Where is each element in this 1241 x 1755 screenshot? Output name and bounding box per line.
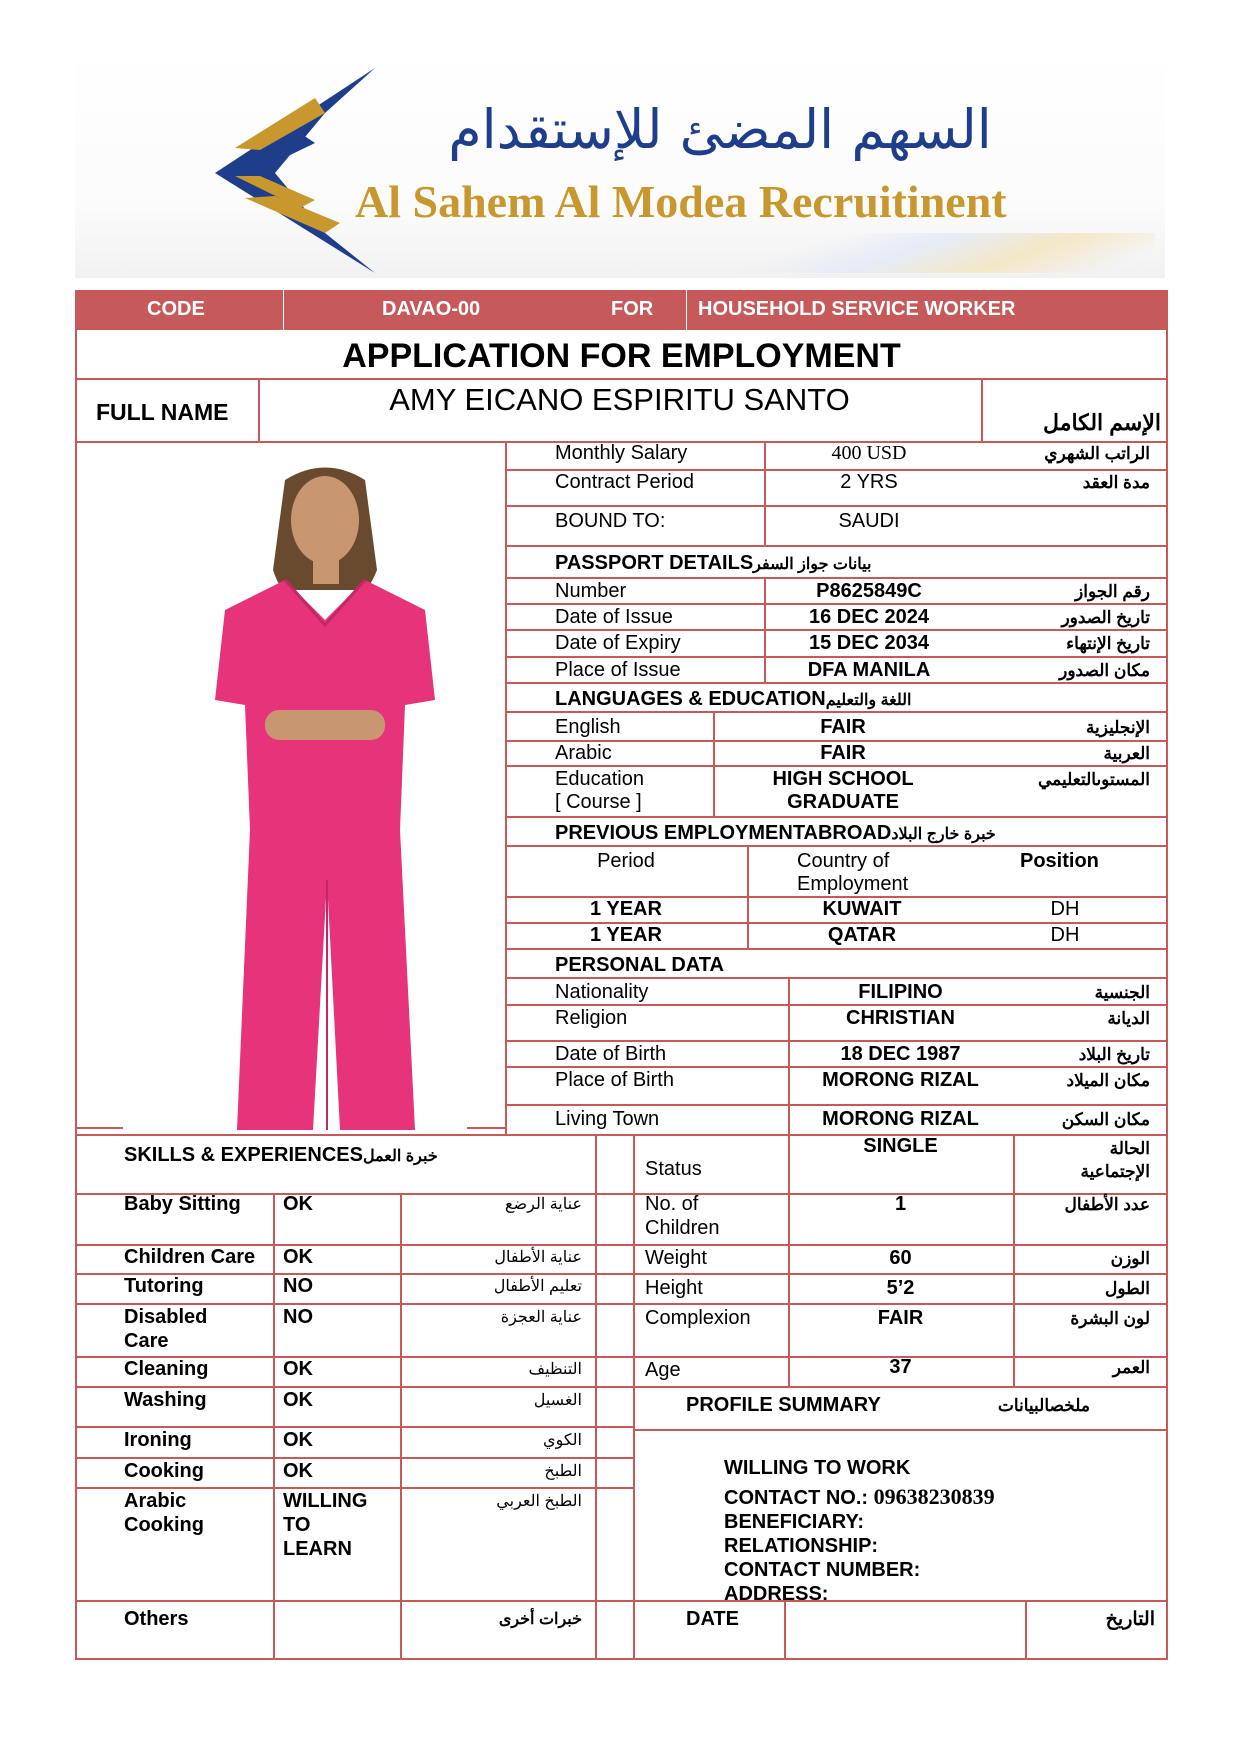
salary-value: 400 USD [831, 442, 907, 464]
code-label: CODE [147, 298, 205, 320]
employment-position: DH [1050, 898, 1080, 920]
skill-value: OK [283, 1389, 313, 1411]
english-label: English [555, 716, 621, 738]
education-value: HIGH SCHOOL [772, 768, 914, 790]
salary-label-ar: الراتب الشهري [1044, 444, 1150, 463]
religion-value: CHRISTIAN [846, 1007, 955, 1029]
country-header-2: Employment [797, 873, 909, 895]
profile-heading-ar: ملخصالبيانات [997, 1396, 1090, 1415]
page-title: APPLICATION FOR EMPLOYMENT [342, 337, 901, 375]
skill-name: Ironing [124, 1429, 192, 1451]
date-label-ar: التاريخ [1105, 1609, 1155, 1630]
skill-label-ar: عناية الأطفال [494, 1249, 582, 1266]
skill-label-ar: الطبخ العربي [496, 1493, 582, 1510]
skill-label-ar: تعليم الأطفال [493, 1278, 582, 1295]
employment-heading: PREVIOUS EMPLOYMENTABROADخبرة خارج البلاد [555, 822, 996, 844]
children-label-ar: عدد الأطفال [1064, 1195, 1150, 1214]
contract-value: 2 YRS [840, 471, 898, 493]
skill-value: OK [283, 1429, 313, 1451]
children-label-2: Children [645, 1217, 720, 1239]
english-value: FAIR [820, 716, 866, 738]
skill-name: Washing [124, 1389, 207, 1411]
logo-banner [75, 48, 1165, 278]
skill-name-2: Care [124, 1330, 169, 1352]
dob-label: Date of Birth [555, 1043, 667, 1065]
relationship-label: RELATIONSHIP: [724, 1535, 879, 1557]
pob-value: MORONG RIZAL [822, 1069, 979, 1091]
status-label-ar: الحالة [1109, 1139, 1150, 1158]
nationality-label: Nationality [555, 981, 649, 1003]
full-name-value: AMY EICANO ESPIRITU SANTO [389, 382, 850, 417]
passport-number-label: Number [555, 580, 627, 602]
issue-place-value: DFA MANILA [807, 659, 931, 681]
employment-country: KUWAIT [822, 898, 902, 920]
education-value-2: GRADUATE [787, 791, 899, 813]
skill-name: Cleaning [124, 1358, 209, 1380]
height-label-ar: الطول [1105, 1279, 1150, 1298]
profile-heading: PROFILE SUMMARY [686, 1394, 881, 1416]
code-value: DAVAO-00 [382, 298, 481, 320]
skill-label-ar: الكوي [543, 1432, 582, 1449]
skill-value: NO [283, 1275, 313, 1297]
skill-value: OK [283, 1358, 313, 1380]
passport-number-label-ar: رقم الجواز [1075, 582, 1150, 601]
education-label: Education [555, 768, 644, 790]
beneficiary-label: BENEFICIARY: [724, 1511, 864, 1533]
arabic-value: FAIR [820, 742, 866, 764]
contract-label: Contract Period [555, 471, 694, 493]
bound-value: SAUDI [838, 510, 900, 532]
arabic-label: Arabic [555, 742, 612, 764]
skill-name: Children Care [124, 1246, 256, 1268]
passport-heading: PASSPORT DETAILSبيانات جواز السفر [555, 552, 872, 574]
weight-label-ar: الوزن [1110, 1249, 1150, 1268]
pob-label-ar: مكان الميلاد [1066, 1071, 1150, 1090]
children-value: 1 [894, 1193, 907, 1215]
skill-name: Baby Sitting [124, 1193, 241, 1215]
religion-label: Religion [555, 1007, 628, 1029]
bound-label: BOUND TO: [555, 510, 666, 532]
living-town-value: MORONG RIZAL [822, 1108, 979, 1130]
passport-number-value: P8625849C [816, 580, 922, 602]
dob-value: 18 DEC 1987 [840, 1043, 961, 1065]
full-name-label: FULL NAME [96, 399, 229, 425]
english-label-ar: الإنجليزية [1085, 718, 1150, 737]
contract-label-ar: مدة العقد [1082, 473, 1150, 492]
skill-label-ar: خبرات أخرى [498, 1611, 582, 1628]
age-value: 37 [889, 1356, 912, 1378]
status-label: Status [645, 1158, 702, 1180]
employment-period: 1 YEAR [590, 898, 662, 920]
period-header: Period [597, 850, 655, 872]
skill-name: Arabic [124, 1490, 187, 1512]
salary-label: Monthly Salary [555, 442, 688, 464]
skill-name: Tutoring [124, 1275, 204, 1297]
living-town-label: Living Town [555, 1108, 660, 1130]
weight-value: 60 [889, 1247, 912, 1269]
position-header: Position [1020, 850, 1099, 872]
address-label: ADDRESS: [724, 1583, 829, 1605]
issue-date-label: Date of Issue [555, 606, 673, 628]
expiry-date-value: 15 DEC 2034 [808, 632, 930, 654]
date-label: DATE [686, 1608, 739, 1630]
for-label: FOR [611, 298, 654, 320]
skill-value: WILLING [283, 1490, 368, 1512]
skill-value-2: TO [283, 1514, 311, 1536]
skill-value: OK [283, 1193, 313, 1215]
skill-label-ar: التنظيف [528, 1361, 582, 1378]
nationality-label-ar: الجنسية [1094, 983, 1150, 1002]
height-label: Height [645, 1277, 703, 1299]
living-town-label-ar: مكان السكن [1061, 1110, 1150, 1129]
skill-name: Disabled [124, 1306, 208, 1328]
skill-name: Others [124, 1608, 189, 1630]
issue-date-label-ar: تاريخ الصدور [1061, 608, 1150, 627]
skill-value: OK [283, 1460, 313, 1482]
issue-place-label-ar: مكان الصدور [1059, 661, 1150, 680]
skill-value: NO [283, 1306, 313, 1328]
pob-label: Place of Birth [555, 1069, 674, 1091]
complexion-label: Complexion [645, 1307, 751, 1329]
arrow-logo-icon [125, 58, 385, 288]
skill-label-ar: الغسيل [533, 1392, 582, 1409]
skill-label-ar: عناية العجزة [500, 1309, 582, 1326]
logo-arabic-text: السهم المضئ للإستقدام [448, 98, 992, 161]
logo-english-text: Al Sahem Al Modea Recruitinent [355, 176, 1007, 227]
dob-label-ar: تاريخ البلاد [1078, 1045, 1150, 1064]
employment-country: QATAR [827, 924, 897, 946]
age-label: Age [645, 1359, 681, 1381]
skill-name: Cooking [124, 1460, 204, 1482]
issue-date-value: 16 DEC 2024 [808, 606, 930, 628]
employment-position: DH [1050, 924, 1080, 946]
age-label-ar: العمر [1112, 1358, 1150, 1377]
complexion-value: FAIR [877, 1307, 924, 1329]
course-label: [ Course ] [555, 791, 642, 813]
willing-to-work: WILLING TO WORK [724, 1457, 911, 1479]
nationality-value: FILIPINO [858, 981, 943, 1003]
complexion-label-ar: لون البشرة [1070, 1309, 1150, 1328]
height-value: 5’2 [886, 1277, 915, 1299]
skill-value: OK [283, 1246, 313, 1268]
education-label-ar: المستوىالتعليمي [1038, 770, 1150, 789]
status-label-ar-2: الإجتماعية [1080, 1162, 1150, 1181]
status-value: SINGLE [863, 1135, 938, 1157]
for-value: HOUSEHOLD SERVICE WORKER [698, 298, 1016, 320]
expiry-date-label: Date of Expiry [555, 632, 681, 654]
applicant-photo [165, 460, 485, 1130]
children-label: No. of [645, 1193, 699, 1215]
weight-label: Weight [645, 1247, 707, 1269]
skills-heading: SKILLS & EXPERIENCESخبرة العمل [124, 1144, 438, 1166]
skill-value-3: LEARN [283, 1538, 352, 1560]
skill-name-2: Cooking [124, 1514, 204, 1536]
skill-label-ar: عناية الرضع [505, 1196, 582, 1213]
country-header: Country of [797, 850, 890, 872]
full-name-label-ar: الإسم الكامل [1043, 410, 1161, 435]
arabic-label-ar: العربية [1103, 744, 1150, 763]
contact-number-label: CONTACT NUMBER: [724, 1559, 921, 1581]
contact-no: CONTACT NO.: 09638230839 [724, 1484, 995, 1509]
skill-label-ar: الطبخ [544, 1463, 582, 1480]
languages-heading: LANGUAGES & EDUCATIONاللغة والتعليم [555, 688, 912, 710]
issue-place-label: Place of Issue [555, 659, 681, 681]
employment-period: 1 YEAR [590, 924, 662, 946]
personal-heading: PERSONAL DATA [555, 954, 724, 976]
expiry-date-label-ar: تاريخ الإنتهاء [1066, 634, 1150, 653]
religion-label-ar: الديانة [1107, 1009, 1150, 1028]
